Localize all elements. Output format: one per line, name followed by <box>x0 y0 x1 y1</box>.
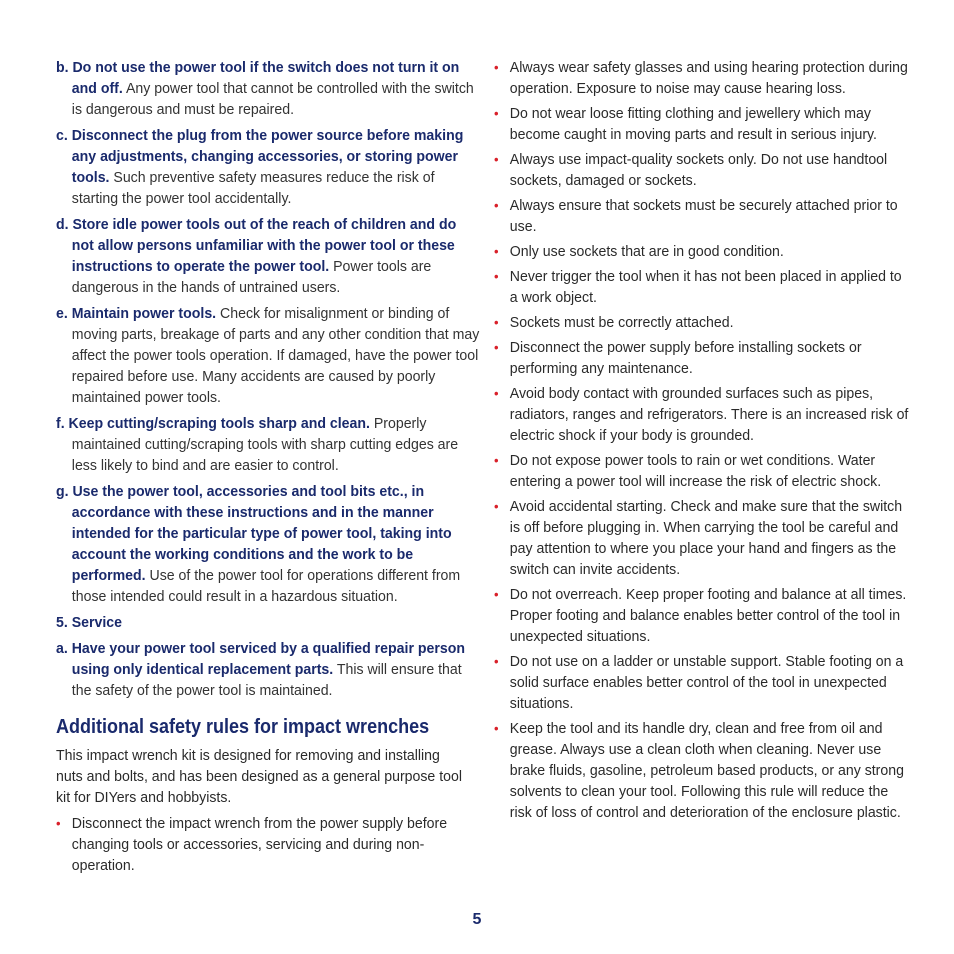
bullet-icon: • <box>494 243 499 259</box>
bullet-icon: • <box>494 385 499 401</box>
bullet-icon: • <box>494 314 499 330</box>
rule-d <box>56 214 481 298</box>
left-column <box>56 57 480 880</box>
bullet-item <box>494 718 912 823</box>
bullet-item <box>494 496 912 580</box>
bullet-text: Do not overreach. Keep proper footing and balance at all times. Proper footing and balance enables better control of the tool in unexpected situations. <box>509 586 907 645</box>
bullet-item <box>494 312 912 333</box>
rule-f <box>56 413 481 476</box>
rule-lead: g. Use the power tool, accessories and tool bits etc., in accordance with these instructions and in the manner intended for the particular type of power tool, taking into account the working conditions and the work to be performed. <box>56 483 452 584</box>
page-number: 5 <box>472 911 482 928</box>
rule-lead: d. Store idle power tools out of the reach of children and do not allow persons unfamiliar with the power tool or these instructions to operate the power tool. <box>56 216 457 275</box>
bullet-item <box>56 813 481 876</box>
bullet-text: Keep the tool and its handle dry, clean and free from oil and grease. Always use a clean cloth when cleaning. Never use brake fluids, gasoline, petroleum based products, or any strong solvents to clean your tool. Following this rule will reduce the risk of loss of control and deterioration of the enclosure plastic. <box>509 720 904 821</box>
rule-lead: c. Disconnect the plug from the power source before making any adjustments, changing accessories, or storing power tools. <box>56 127 464 186</box>
bullet-item <box>494 266 912 308</box>
bullet-icon: • <box>494 151 499 167</box>
bullet-text: Sockets must be correctly attached. <box>509 314 734 331</box>
bullet-item <box>494 57 912 99</box>
bullet-text: Always ensure that sockets must be securely attached prior to use. <box>509 197 898 235</box>
bullet-text: Only use sockets that are in good condition. <box>509 243 784 260</box>
rule-lead: b. Do not use the power tool if the switch does not turn it on and off. <box>56 59 460 97</box>
bullet-icon: • <box>494 268 499 284</box>
rule-body: Power tools are dangerous in the hands of untrained users. <box>71 258 432 296</box>
bullet-item <box>494 149 912 191</box>
service-heading: 5. Service <box>56 614 122 631</box>
bullet-icon: • <box>494 720 499 736</box>
bullet-text: Do not expose power tools to rain or wet conditions. Water entering a power tool will increase the risk of electric shock. <box>509 452 882 490</box>
intro-paragraph: This impact wrench kit is designed for removing and installing nuts and bolts, and has been designed as a general purpose tool kit for DIYers and hobbyists. <box>56 747 462 806</box>
bullet-text: Always wear safety glasses and using hearing protection during operation. Exposure to noise may cause hearing loss. <box>509 59 908 97</box>
bullet-icon: • <box>494 653 499 669</box>
service-rule-a <box>56 638 481 701</box>
rule-body: Any power tool that cannot be controlled with the switch is dangerous and must be repaired. <box>71 80 474 118</box>
bullet-icon: • <box>494 586 499 602</box>
rule-body: This will ensure that the safety of the power tool is maintained. <box>71 661 462 699</box>
rule-e <box>56 303 481 408</box>
bullet-text: Do not wear loose fitting clothing and jewellery which may become caught in moving parts and result in serious injury. <box>509 105 877 143</box>
bullet-item <box>494 241 912 262</box>
bullet-item <box>494 383 912 446</box>
bullet-text: Avoid body contact with grounded surfaces such as pipes, radiators, ranges and refrigerators. There is an increased risk of electric shock if your body is grounded. <box>509 385 909 444</box>
rule-lead: f. Keep cutting/scraping tools sharp and clean. <box>56 415 370 432</box>
rule-b <box>56 57 481 120</box>
rule-body: Check for misalignment or binding of moving parts, breakage of parts and any other condition that may affect the power tools operation. If damaged, have the power tool repaired before use. Many accidents are caused by poorly maintained power tools. <box>71 305 480 406</box>
bullet-icon: • <box>494 498 499 514</box>
bullet-item <box>494 195 912 237</box>
section-heading: Additional safety rules for impact wrenches <box>56 716 430 738</box>
bullet-text: Avoid accidental starting. Check and make sure that the switch is off before plugging in. When carrying the tool be careful and pay attention to where you place your hand and fingers as the switch can invite accidents. <box>509 498 903 578</box>
bullet-item <box>494 584 912 647</box>
bullet-text: Disconnect the impact wrench from the power supply before changing tools or accessories, servicing and during non-operation. <box>71 815 448 874</box>
rule-body: Properly maintained cutting/scraping tools with sharp cutting edges are less likely to bind and are easier to control. <box>71 415 459 474</box>
bullet-text: Always use impact-quality sockets only. Do not use handtool sockets, damaged or sockets. <box>509 151 888 189</box>
rule-body: Use of the power tool for operations different from those intended could result in a hazardous situation. <box>71 567 461 605</box>
bullet-text: Do not use on a ladder or unstable support. Stable footing on a solid surface enables better control of the tool in unexpected situations. <box>509 653 904 712</box>
bullet-icon: • <box>56 815 61 831</box>
rule-body: Such preventive safety measures reduce the risk of starting the power tool accidentally. <box>71 169 435 207</box>
rule-lead: e. Maintain power tools. <box>56 305 217 322</box>
rule-lead: a. Have your power tool serviced by a qualified repair person using only identical replacement parts. <box>56 640 465 678</box>
bullet-text: Disconnect the power supply before installing sockets or performing any maintenance. <box>509 339 862 377</box>
bullet-item <box>494 450 912 492</box>
rule-g <box>56 481 481 607</box>
bullet-item <box>494 103 912 145</box>
bullet-icon: • <box>494 59 499 75</box>
rule-c <box>56 125 481 209</box>
bullet-item <box>494 651 912 714</box>
bullet-icon: • <box>494 339 499 355</box>
bullet-icon: • <box>494 197 499 213</box>
bullet-item <box>494 337 912 379</box>
bullet-text: Never trigger the tool when it has not been placed in applied to a work object. <box>509 268 902 306</box>
bullet-icon: • <box>494 105 499 121</box>
bullet-icon: • <box>494 452 499 468</box>
right-column <box>494 57 909 827</box>
